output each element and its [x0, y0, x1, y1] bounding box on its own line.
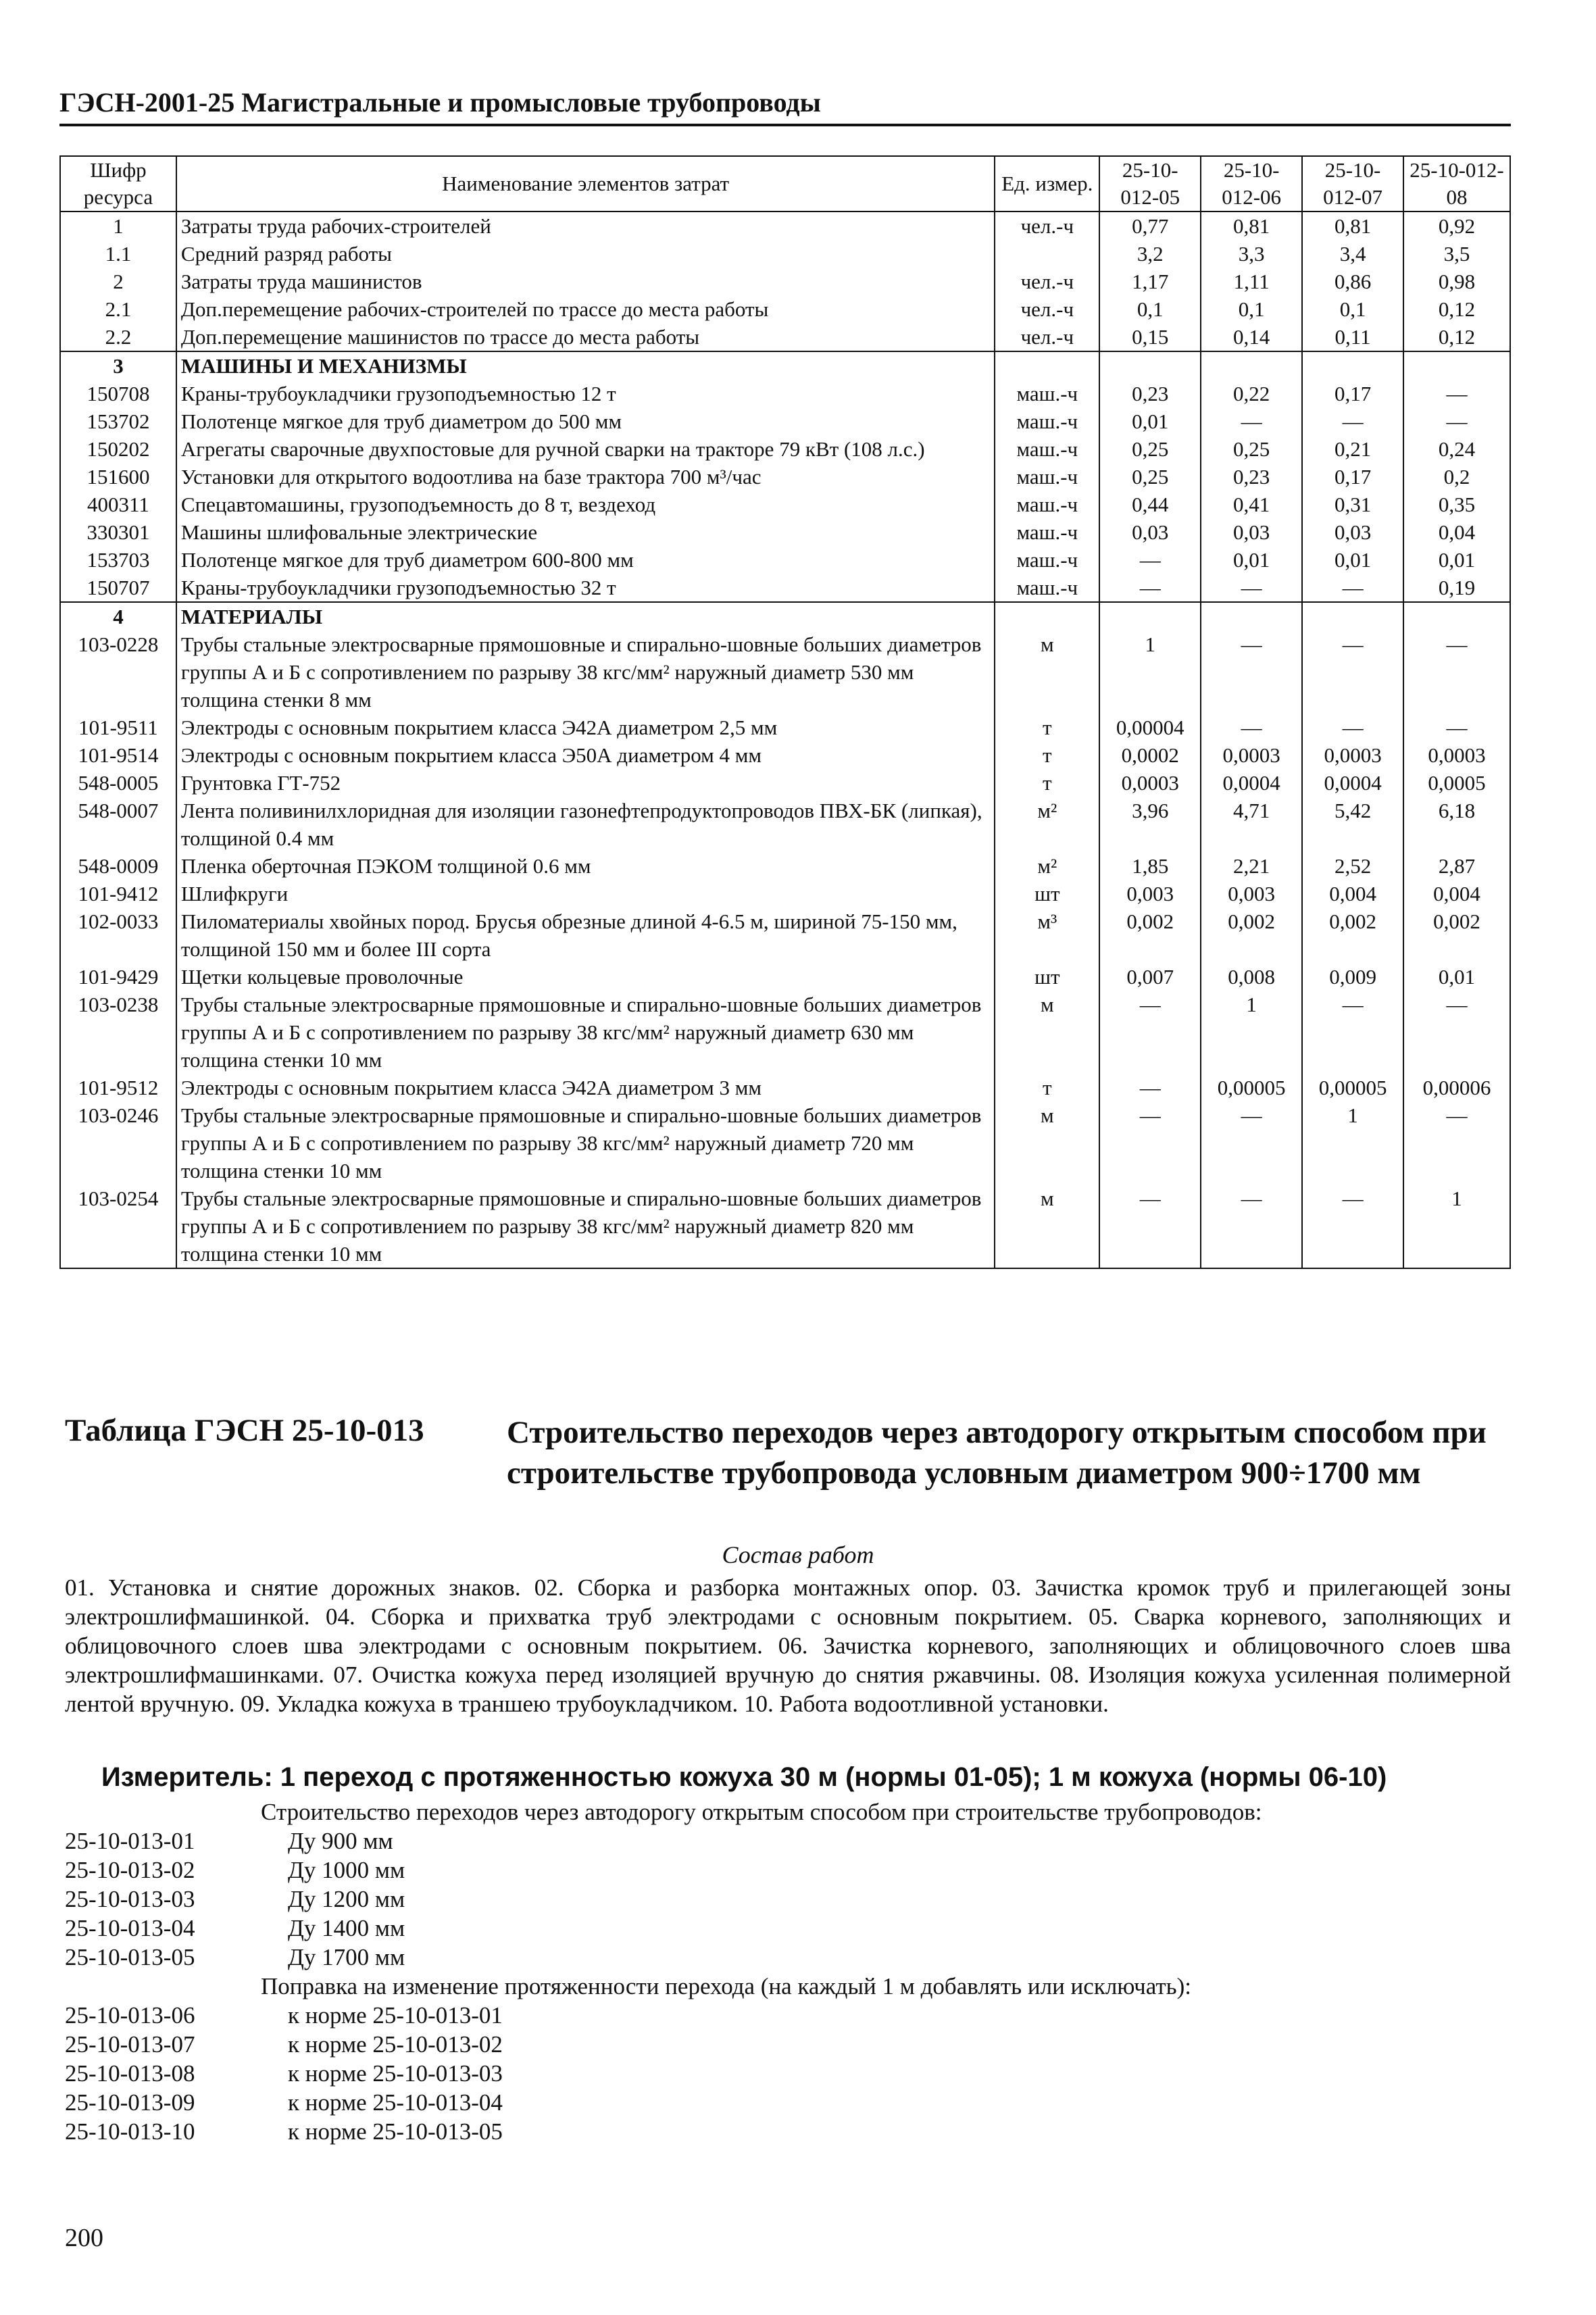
norm-text: Ду 1400 мм — [288, 1915, 405, 1941]
cell-value: 0,03 — [1099, 518, 1201, 546]
cell-name: Шлифкруги — [176, 880, 995, 907]
cell-value: 0,007 — [1099, 963, 1201, 991]
cell-name: Краны-трубоукладчики грузоподъемностью 32 т — [176, 574, 995, 602]
cell-code: 1.1 — [60, 240, 176, 268]
table-row — [60, 491, 1510, 518]
meter-line: Измеритель: 1 переход с протяженностью кожуха 30 м (нормы 01-05); 1 м кожуха (нормы 06-10) — [101, 1762, 1387, 1792]
norm-text: Ду 1700 мм — [288, 1944, 405, 1970]
cell-unit: м — [995, 991, 1099, 1074]
cell-value: 0,77 — [1099, 211, 1201, 240]
cell-value: 0,24 — [1403, 435, 1510, 463]
cell-value: 0,21 — [1302, 435, 1403, 463]
norm-item — [65, 2030, 1511, 2059]
cell-value: 0,23 — [1201, 463, 1302, 491]
cell-name: МАТЕРИАЛЫ — [176, 602, 995, 630]
cell-value: — — [1403, 714, 1510, 741]
cell-value: — — [1099, 546, 1201, 574]
cell-value: 0,0003 — [1099, 769, 1201, 797]
cell-value: 0,004 — [1403, 880, 1510, 907]
cell-value: — — [1403, 1101, 1510, 1185]
cell-code: 330301 — [60, 518, 176, 546]
cell-unit: чел.-ч — [995, 268, 1099, 295]
cell-value: 1,11 — [1201, 268, 1302, 295]
works-heading: Состав работ — [722, 1541, 874, 1568]
cell-value: 0,004 — [1302, 880, 1403, 907]
cell-value: — — [1099, 991, 1201, 1074]
cell-value: — — [1099, 574, 1201, 602]
cell-value: 0,15 — [1099, 323, 1201, 351]
cell-code: 548-0009 — [60, 852, 176, 880]
cell-code: 548-0005 — [60, 769, 176, 797]
page-number: 200 — [65, 2224, 103, 2252]
cell-name: Доп.перемещение машинистов по трассе до места работы — [176, 323, 995, 351]
cell-value: 0,00004 — [1099, 714, 1201, 741]
cell-code: 103-0238 — [60, 991, 176, 1074]
cell-value: 1 — [1201, 991, 1302, 1074]
cell-value — [1099, 602, 1201, 630]
cell-value: 0,0002 — [1099, 741, 1201, 769]
cell-value: 1 — [1099, 630, 1201, 714]
cell-unit: м³ — [995, 907, 1099, 963]
cell-name: Установки для открытого водоотлива на базе трактора 700 м³/час — [176, 463, 995, 491]
cell-value — [1302, 602, 1403, 630]
cell-value: 2,52 — [1302, 852, 1403, 880]
norm-text: Ду 900 мм — [288, 1828, 393, 1854]
cell-unit: маш.-ч — [995, 546, 1099, 574]
cell-name: Затраты труда рабочих-строителей — [176, 211, 995, 240]
cell-value: 0,1 — [1302, 295, 1403, 323]
header-name: Наименование элементов затрат — [176, 156, 995, 211]
norm-code: 25-10-013-05 — [65, 1944, 195, 1970]
cell-value: 0,03 — [1201, 518, 1302, 546]
table-row — [60, 518, 1510, 546]
table-row — [60, 323, 1510, 351]
cell-value: 0,01 — [1302, 546, 1403, 574]
cell-value: 3,5 — [1403, 240, 1510, 268]
norm-code: 25-10-013-08 — [65, 2060, 195, 2087]
table-row — [60, 407, 1510, 435]
cell-value: 0,23 — [1099, 380, 1201, 407]
cell-name: Грунтовка ГТ-752 — [176, 769, 995, 797]
cell-code: 101-9512 — [60, 1074, 176, 1101]
table-title: Строительство переходов через автодорогу открытым способом при строительстве трубопровода условным диаметром 900÷1700 мм — [507, 1415, 1487, 1491]
cell-value: — — [1099, 1101, 1201, 1185]
norm-item — [65, 2088, 1511, 2117]
norm-item — [65, 1856, 1511, 1885]
norm-intro-2: Поправка на изменение протяженности перехода (на каждый 1 м добавлять или исключать): — [261, 1973, 1191, 1999]
page-header: ГЭСН-2001-25 Магистральные и промысловые трубопроводы — [59, 86, 1511, 126]
table-header-row — [60, 156, 1510, 211]
cell-value: 0,0003 — [1201, 741, 1302, 769]
cell-value: 0,01 — [1201, 546, 1302, 574]
norm-code: 25-10-013-01 — [65, 1828, 195, 1854]
norm-codes — [65, 1797, 1511, 2146]
table-row — [60, 463, 1510, 491]
cell-unit: маш.-ч — [995, 518, 1099, 546]
table-row — [60, 268, 1510, 295]
norm-text: Ду 1000 мм — [288, 1857, 405, 1883]
cell-value: 0,17 — [1302, 380, 1403, 407]
table-row — [60, 797, 1510, 852]
cell-value: 4,71 — [1201, 797, 1302, 852]
cell-value: 0,00006 — [1403, 1074, 1510, 1101]
section-row — [60, 351, 1510, 380]
cell-code: 101-9514 — [60, 741, 176, 769]
cell-unit: маш.-ч — [995, 435, 1099, 463]
cell-value: — — [1201, 407, 1302, 435]
cell-value: — — [1201, 714, 1302, 741]
cell-name: Полотенце мягкое для труб диаметром 600-800 мм — [176, 546, 995, 574]
cell-value: 0,92 — [1403, 211, 1510, 240]
cell-unit: чел.-ч — [995, 295, 1099, 323]
cell-unit: маш.-ч — [995, 463, 1099, 491]
cell-name: Пленка оберточная ПЭКОМ толщиной 0.6 мм — [176, 852, 995, 880]
cell-value: 0,04 — [1403, 518, 1510, 546]
norm-text: к норме 25-10-013-03 — [288, 2060, 503, 2087]
cell-value: 0,003 — [1099, 880, 1201, 907]
cell-name: Электроды с основным покрытием класса Э50А диаметром 4 мм — [176, 741, 995, 769]
cell-value: — — [1403, 991, 1510, 1074]
cell-unit: маш.-ч — [995, 491, 1099, 518]
cell-unit: м — [995, 1101, 1099, 1185]
norm-text: к норме 25-10-013-02 — [288, 2031, 503, 2058]
cell-unit — [995, 240, 1099, 268]
cell-code: 2.2 — [60, 323, 176, 351]
norm-code: 25-10-013-07 — [65, 2031, 195, 2058]
cell-code: 103-0228 — [60, 630, 176, 714]
cell-value: 2,87 — [1403, 852, 1510, 880]
cell-value: — — [1403, 380, 1510, 407]
cell-value: — — [1403, 407, 1510, 435]
cell-value: — — [1201, 630, 1302, 714]
cell-value: — — [1302, 407, 1403, 435]
norm-text: к норме 25-10-013-04 — [288, 2089, 503, 2116]
cell-unit: м² — [995, 852, 1099, 880]
cell-name: Затраты труда машинистов — [176, 268, 995, 295]
cell-value: 0,03 — [1302, 518, 1403, 546]
cell-code: 101-9412 — [60, 880, 176, 907]
cell-unit: м — [995, 630, 1099, 714]
norm-item — [65, 2001, 1511, 2030]
cell-value: 0,002 — [1099, 907, 1201, 963]
cell-unit: шт — [995, 880, 1099, 907]
cell-value — [1302, 351, 1403, 380]
cell-value: — — [1302, 714, 1403, 741]
table-row — [60, 1185, 1510, 1268]
cell-unit: чел.-ч — [995, 211, 1099, 240]
norm-text: к норме 25-10-013-01 — [288, 2002, 503, 2028]
cell-name: Доп.перемещение рабочих-строителей по трассе до места работы — [176, 295, 995, 323]
table-row — [60, 630, 1510, 714]
resource-table — [59, 155, 1511, 1269]
norm-code: 25-10-013-06 — [65, 2002, 195, 2028]
cell-unit: т — [995, 1074, 1099, 1101]
cell-name: Трубы стальные электросварные прямошовные и спирально-шовные больших диаметров группы А и Б с сопротивлением по разрыву 38 кгс/мм² наружный диаметр 820 мм толщина стенки 10 мм — [176, 1185, 995, 1268]
cell-name: Электроды с основным покрытием класса Э42А диаметром 2,5 мм — [176, 714, 995, 741]
cell-value — [1403, 602, 1510, 630]
cell-code: 548-0007 — [60, 797, 176, 852]
norm-item — [65, 1914, 1511, 1943]
cell-code: 153703 — [60, 546, 176, 574]
cell-value: 6,18 — [1403, 797, 1510, 852]
cell-value: 3,96 — [1099, 797, 1201, 852]
cell-value: 3,2 — [1099, 240, 1201, 268]
cell-value: 0,0004 — [1302, 769, 1403, 797]
cell-value: — — [1302, 991, 1403, 1074]
cell-code: 103-0246 — [60, 1101, 176, 1185]
table-row — [60, 852, 1510, 880]
cell-unit: чел.-ч — [995, 323, 1099, 351]
cell-value: 0,002 — [1403, 907, 1510, 963]
table-row — [60, 1101, 1510, 1185]
norm-code: 25-10-013-03 — [65, 1886, 195, 1912]
cell-value: 1 — [1302, 1101, 1403, 1185]
norm-item — [65, 1885, 1511, 1914]
cell-value — [1099, 351, 1201, 380]
norm-item — [65, 2117, 1511, 2146]
header-col-3: 25-10-012-07 — [1302, 156, 1403, 211]
cell-name: Щетки кольцевые проволочные — [176, 963, 995, 991]
cell-value: 0,1 — [1201, 295, 1302, 323]
cell-code: 150707 — [60, 574, 176, 602]
table-label: Таблица ГЭСН 25-10-013 — [65, 1413, 424, 1448]
cell-value: 0,41 — [1201, 491, 1302, 518]
cell-value: — — [1201, 1101, 1302, 1185]
cell-value: 0,25 — [1201, 435, 1302, 463]
cell-unit: шт — [995, 963, 1099, 991]
cell-name: Средний разряд работы — [176, 240, 995, 268]
cell-name: Пиломатериалы хвойных пород. Брусья обрезные длиной 4-6.5 м, шириной 75-150 мм, толщиной 150 мм и более III сорта — [176, 907, 995, 963]
cell-value: 0,003 — [1201, 880, 1302, 907]
cell-value: 0,44 — [1099, 491, 1201, 518]
cell-value: 0,2 — [1403, 463, 1510, 491]
cell-code: 102-0033 — [60, 907, 176, 963]
cell-value: 0,01 — [1403, 963, 1510, 991]
cell-value: 0,98 — [1403, 268, 1510, 295]
norm-list-2 — [65, 2001, 1511, 2146]
cell-value: 0,12 — [1403, 295, 1510, 323]
cell-name: Спецавтомашины, грузоподъемность до 8 т, вездеход — [176, 491, 995, 518]
cell-code: 1 — [60, 211, 176, 240]
cell-name: Трубы стальные электросварные прямошовные и спирально-шовные больших диаметров группы А и Б с сопротивлением по разрыву 38 кгс/мм² наружный диаметр 630 мм толщина стенки 10 мм — [176, 991, 995, 1074]
cell-value — [1201, 602, 1302, 630]
cell-value: 0,17 — [1302, 463, 1403, 491]
cell-value: — — [1099, 1185, 1201, 1268]
cell-value: 0,25 — [1099, 463, 1201, 491]
header-col-1: 25-10-012-05 — [1099, 156, 1201, 211]
table-row — [60, 240, 1510, 268]
table-row — [60, 769, 1510, 797]
cell-value: 0,22 — [1201, 380, 1302, 407]
table-row — [60, 211, 1510, 240]
norm-text: Ду 1200 мм — [288, 1886, 405, 1912]
table-row — [60, 546, 1510, 574]
cell-value: 0,0004 — [1201, 769, 1302, 797]
cell-code: 4 — [60, 602, 176, 630]
cell-value: 0,81 — [1302, 211, 1403, 240]
norm-text: к норме 25-10-013-05 — [288, 2118, 503, 2145]
header-code: Шифр ресурса — [60, 156, 176, 211]
cell-value: — — [1201, 1185, 1302, 1268]
cell-value: 0,01 — [1099, 407, 1201, 435]
norm-code: 25-10-013-04 — [65, 1915, 195, 1941]
norm-list-1 — [65, 1826, 1511, 1972]
cell-name: Лента поливинилхлоридная для изоляции газонефтепродуктопроводов ПВХ-БК (липкая), толщиной 0.4 мм — [176, 797, 995, 852]
cell-value: 0,1 — [1099, 295, 1201, 323]
table-row — [60, 435, 1510, 463]
cell-code: 150202 — [60, 435, 176, 463]
cell-unit: маш.-ч — [995, 380, 1099, 407]
cell-code: 101-9511 — [60, 714, 176, 741]
table-row — [60, 907, 1510, 963]
table-row — [60, 963, 1510, 991]
cell-value — [1201, 351, 1302, 380]
header-col-2: 25-10-012-06 — [1201, 156, 1302, 211]
cell-unit — [995, 351, 1099, 380]
header-col-4: 25-10-012-08 — [1403, 156, 1510, 211]
cell-value: 3,3 — [1201, 240, 1302, 268]
cell-value: 3,4 — [1302, 240, 1403, 268]
table-row — [60, 380, 1510, 407]
cell-value: 0,86 — [1302, 268, 1403, 295]
section-row — [60, 602, 1510, 630]
cell-name: МАШИНЫ И МЕХАНИЗМЫ — [176, 351, 995, 380]
table-row — [60, 741, 1510, 769]
table-row — [60, 574, 1510, 602]
norm-intro-1: Строительство переходов через автодорогу открытым способом при строительстве трубопроводов: — [261, 1799, 1262, 1825]
cell-unit: м — [995, 1185, 1099, 1268]
cell-value: 0,0003 — [1403, 741, 1510, 769]
cell-unit: м² — [995, 797, 1099, 852]
norm-item — [65, 2059, 1511, 2088]
cell-name: Краны-трубоукладчики грузоподъемностью 12 т — [176, 380, 995, 407]
cell-name: Полотенце мягкое для труб диаметром до 500 мм — [176, 407, 995, 435]
cell-value: 0,00005 — [1302, 1074, 1403, 1101]
cell-value: 0,009 — [1302, 963, 1403, 991]
cell-value: 0,25 — [1099, 435, 1201, 463]
cell-value: 1,17 — [1099, 268, 1201, 295]
cell-unit: т — [995, 769, 1099, 797]
table-row — [60, 991, 1510, 1074]
cell-value: 0,00005 — [1201, 1074, 1302, 1101]
cell-code: 101-9429 — [60, 963, 176, 991]
cell-value: 0,81 — [1201, 211, 1302, 240]
cell-value: — — [1302, 630, 1403, 714]
works-text: 01. Установка и снятие дорожных знаков. 02. Сборка и разборка монтажных опор. 03. Зачистка кромок труб и прилегающей зоны электрошлифмашинкой. 04. Сборка и прихватка труб электродами с основным покрытием. 05. Сварка корневого, заполняющих и облицовочного слоев шва электродами с основным покрытием. 06. Зачистка корневого, заполняющих и облицовочного слоев шва электрошлифмашинками. 07. Очистка кожуха перед изоляцией вручную до снятия ржавчины. 08. Изоляция кожуха усиленная полимерной лентой вручную. 09. Укладка кожуха в траншею трубоукладчиком. 10. Работа водоотливной установки. — [65, 1574, 1511, 1717]
cell-code: 2 — [60, 268, 176, 295]
cell-name: Машины шлифовальные электрические — [176, 518, 995, 546]
cell-name: Трубы стальные электросварные прямошовные и спирально-шовные больших диаметров группы А и Б с сопротивлением по разрыву 38 кгс/мм² наружный диаметр 720 мм толщина стенки 10 мм — [176, 1101, 995, 1185]
table-body — [60, 211, 1510, 1268]
cell-value: — — [1302, 574, 1403, 602]
cell-value: 1 — [1403, 1185, 1510, 1268]
cell-code: 153702 — [60, 407, 176, 435]
norm-code: 25-10-013-10 — [65, 2118, 195, 2145]
cell-name: Агрегаты сварочные двухпостовые для ручной сварки на тракторе 79 кВт (108 л.с.) — [176, 435, 995, 463]
cell-value: 0,35 — [1403, 491, 1510, 518]
cell-value: 0,12 — [1403, 323, 1510, 351]
cell-value — [1403, 351, 1510, 380]
cell-value: 0,19 — [1403, 574, 1510, 602]
cell-value: 1,85 — [1099, 852, 1201, 880]
cell-code: 151600 — [60, 463, 176, 491]
cell-value: 0,31 — [1302, 491, 1403, 518]
cell-value: 5,42 — [1302, 797, 1403, 852]
cell-value: 0,14 — [1201, 323, 1302, 351]
cell-value: 0,002 — [1302, 907, 1403, 963]
cell-value: 0,0005 — [1403, 769, 1510, 797]
table-row — [60, 714, 1510, 741]
table-row — [60, 295, 1510, 323]
cell-value: 0,008 — [1201, 963, 1302, 991]
cell-code: 103-0254 — [60, 1185, 176, 1268]
cell-name: Электроды с основным покрытием класса Э42А диаметром 3 мм — [176, 1074, 995, 1101]
cell-unit: т — [995, 714, 1099, 741]
cell-unit — [995, 602, 1099, 630]
cell-value: — — [1302, 1185, 1403, 1268]
table-row — [60, 1074, 1510, 1101]
cell-value: 0,01 — [1403, 546, 1510, 574]
cell-value: 2,21 — [1201, 852, 1302, 880]
norm-item — [65, 1826, 1511, 1856]
cell-code: 2.1 — [60, 295, 176, 323]
cell-value: — — [1201, 574, 1302, 602]
cell-value: — — [1099, 1074, 1201, 1101]
norm-item — [65, 1943, 1511, 1972]
norm-code: 25-10-013-09 — [65, 2089, 195, 2116]
cell-code: 150708 — [60, 380, 176, 407]
cell-code: 3 — [60, 351, 176, 380]
cell-code: 400311 — [60, 491, 176, 518]
cell-unit: т — [995, 741, 1099, 769]
cell-unit: маш.-ч — [995, 574, 1099, 602]
norm-code: 25-10-013-02 — [65, 1857, 195, 1883]
table-row — [60, 880, 1510, 907]
cell-value: 0,0003 — [1302, 741, 1403, 769]
cell-name: Трубы стальные электросварные прямошовные и спирально-шовные больших диаметров группы А и Б с сопротивлением по разрыву 38 кгс/мм² наружный диаметр 530 мм толщина стенки 8 мм — [176, 630, 995, 714]
cell-value: — — [1403, 630, 1510, 714]
cell-value: 0,002 — [1201, 907, 1302, 963]
cell-value: 0,11 — [1302, 323, 1403, 351]
header-unit: Ед. измер. — [995, 156, 1099, 211]
cell-unit: маш.-ч — [995, 407, 1099, 435]
